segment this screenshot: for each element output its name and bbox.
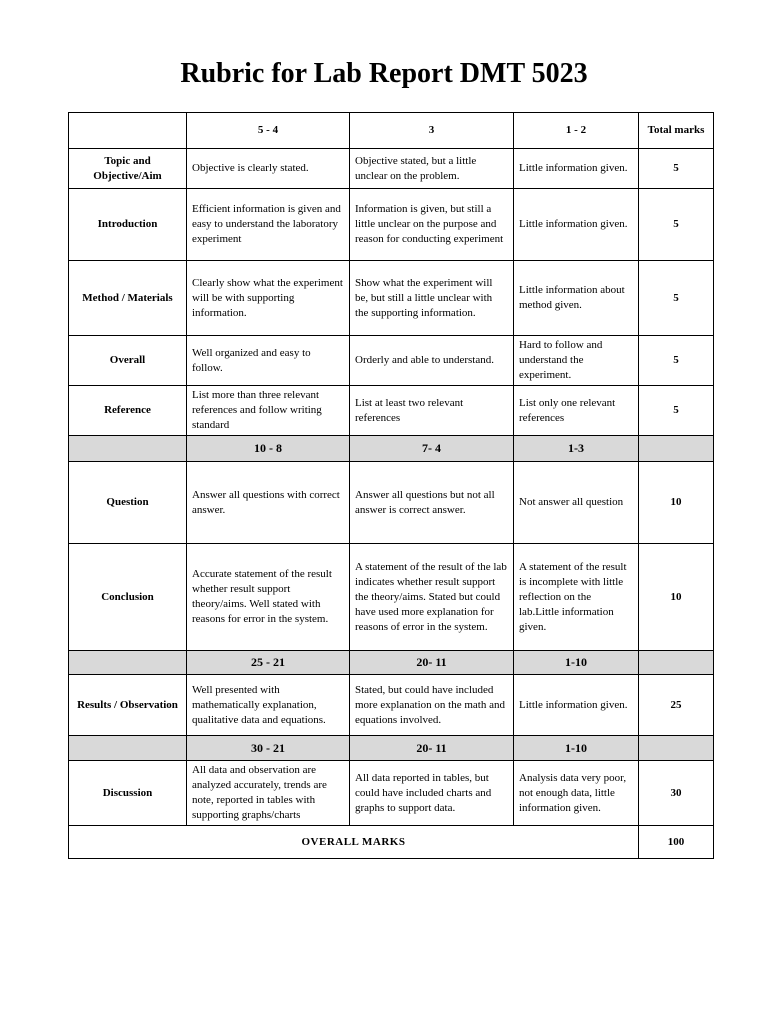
- descriptor-low: Not answer all question: [514, 462, 639, 544]
- descriptor-mid: List at least two relevant references: [350, 386, 514, 436]
- descriptor-low: A statement of the result is incomplete with little reflection on the lab.Little information given.: [514, 544, 639, 651]
- band-blank: [69, 651, 187, 675]
- band-mid: 20- 11: [350, 736, 514, 761]
- descriptor-low: Analysis data very poor, not enough data, little information given.: [514, 761, 639, 826]
- band-low: 1-10: [514, 736, 639, 761]
- descriptor-mid: A statement of the result of the lab indicates whether result support the theory/aims. Stated but could have used more explanation for reasons of error in the system.: [350, 544, 514, 651]
- criteria-label: Conclusion: [69, 544, 187, 651]
- criteria-label: Topic and Objective/Aim: [69, 149, 187, 189]
- band-low: 1-10: [514, 651, 639, 675]
- band-mid: 7- 4: [350, 436, 514, 462]
- header-row: [69, 113, 714, 149]
- descriptor-high: All data and observation are analyzed accurately, trends are note, reported in tables with supporting graphs/charts: [187, 761, 350, 826]
- descriptor-mid: Orderly and able to understand.: [350, 336, 514, 386]
- table-row: [69, 261, 714, 336]
- overall-row: [69, 826, 714, 859]
- table-row: [69, 544, 714, 651]
- criteria-label: Results / Observation: [69, 675, 187, 736]
- table-row: [69, 675, 714, 736]
- header-score-low: 1 - 2: [514, 113, 639, 149]
- descriptor-low: List only one relevant references: [514, 386, 639, 436]
- band-mid: 20- 11: [350, 651, 514, 675]
- descriptor-high: Accurate statement of the result whether result support theory/aims. Well stated with reasons for error in the system.: [187, 544, 350, 651]
- table-row: [69, 386, 714, 436]
- marks-value: 25: [639, 675, 714, 736]
- page-title: Rubric for Lab Report DMT 5023: [180, 58, 588, 89]
- descriptor-mid: Information is given, but still a little unclear on the purpose and reason for conducting experiment: [350, 189, 514, 261]
- descriptor-mid: Show what the experiment will be, but still a little unclear with the supporting information.: [350, 261, 514, 336]
- descriptor-low: Hard to follow and understand the experiment.: [514, 336, 639, 386]
- descriptor-low: Little information given.: [514, 149, 639, 189]
- descriptor-high: Efficient information is given and easy to understand the laboratory experiment: [187, 189, 350, 261]
- descriptor-high: Clearly show what the experiment will be with supporting information.: [187, 261, 350, 336]
- band-high: 10 - 8: [187, 436, 350, 462]
- table-row: [69, 462, 714, 544]
- overall-marks-total: 100: [639, 826, 714, 859]
- header-total-marks: Total marks: [639, 113, 714, 149]
- criteria-label: Question: [69, 462, 187, 544]
- descriptor-low: Little information given.: [514, 189, 639, 261]
- descriptor-high: Objective is clearly stated.: [187, 149, 350, 189]
- band-blank: [639, 651, 714, 675]
- band-blank: [69, 436, 187, 462]
- marks-value: 10: [639, 462, 714, 544]
- score-band-row: [69, 736, 714, 761]
- marks-value: 5: [639, 149, 714, 189]
- band-high: 30 - 21: [187, 736, 350, 761]
- descriptor-high: List more than three relevant references and follow writing standard: [187, 386, 350, 436]
- descriptor-mid: Objective stated, but a little unclear on the problem.: [350, 149, 514, 189]
- marks-value: 5: [639, 386, 714, 436]
- score-band-row: [69, 436, 714, 462]
- table-row: [69, 336, 714, 386]
- marks-value: 5: [639, 261, 714, 336]
- header-score-mid: 3: [350, 113, 514, 149]
- criteria-label: Overall: [69, 336, 187, 386]
- header-blank: [69, 113, 187, 149]
- band-high: 25 - 21: [187, 651, 350, 675]
- descriptor-mid: Stated, but could have included more explanation on the math and equations involved.: [350, 675, 514, 736]
- band-blank: [69, 736, 187, 761]
- criteria-label: Introduction: [69, 189, 187, 261]
- descriptor-high: Well presented with mathematically explanation, qualitative data and equations.: [187, 675, 350, 736]
- table-row: [69, 189, 714, 261]
- descriptor-mid: Answer all questions but not all answer is correct answer.: [350, 462, 514, 544]
- band-blank: [639, 436, 714, 462]
- descriptor-low: Little information given.: [514, 675, 639, 736]
- overall-marks-label: OVERALL MARKS: [69, 826, 639, 859]
- marks-value: 5: [639, 189, 714, 261]
- header-score-high: 5 - 4: [187, 113, 350, 149]
- table-row: [69, 149, 714, 189]
- descriptor-low: Little information about method given.: [514, 261, 639, 336]
- descriptor-high: Answer all questions with correct answer.: [187, 462, 350, 544]
- band-blank: [639, 736, 714, 761]
- criteria-label: Discussion: [69, 761, 187, 826]
- score-band-row: [69, 651, 714, 675]
- marks-value: 30: [639, 761, 714, 826]
- criteria-label: Method / Materials: [69, 261, 187, 336]
- marks-value: 10: [639, 544, 714, 651]
- descriptor-high: Well organized and easy to follow.: [187, 336, 350, 386]
- table-row: [69, 761, 714, 826]
- band-low: 1-3: [514, 436, 639, 462]
- criteria-label: Reference: [69, 386, 187, 436]
- marks-value: 5: [639, 336, 714, 386]
- descriptor-mid: All data reported in tables, but could have included charts and graphs to support data.: [350, 761, 514, 826]
- rubric-table: [68, 112, 714, 859]
